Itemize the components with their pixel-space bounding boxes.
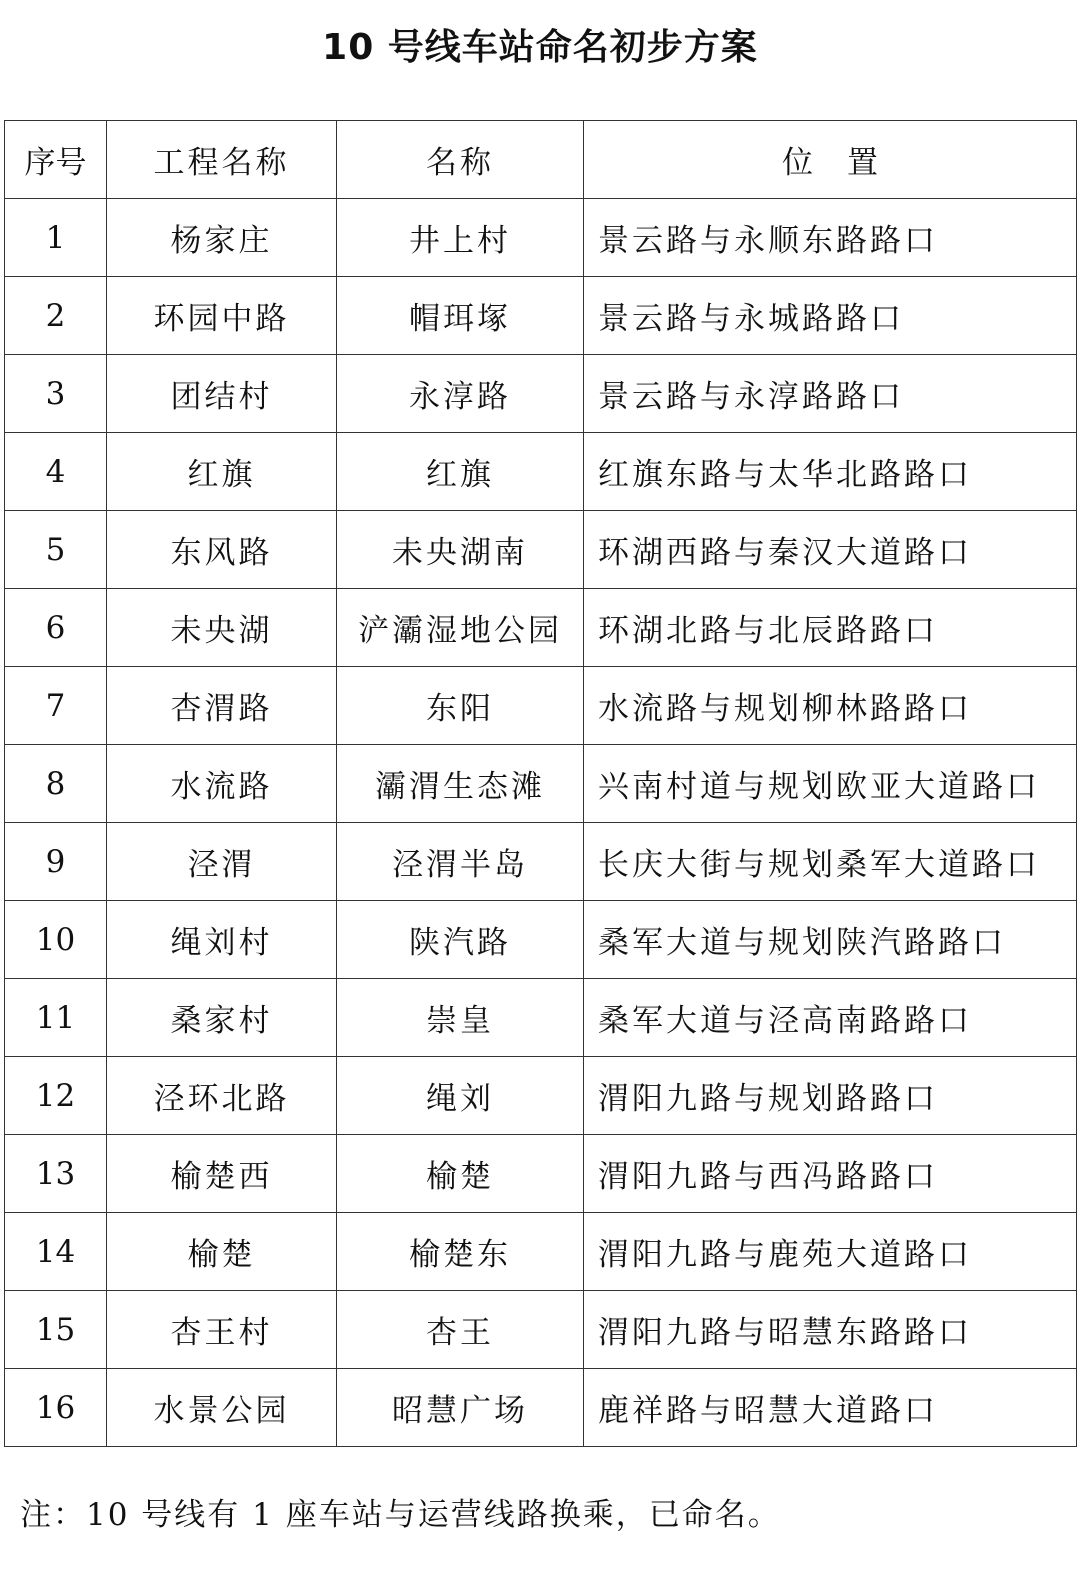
- cell-project-name: 水流路: [107, 745, 337, 823]
- cell-station-name: 井上村: [337, 199, 584, 277]
- cell-location: 桑军大道与泾高南路路口: [584, 979, 1077, 1057]
- cell-index: 13: [5, 1135, 107, 1213]
- cell-location: 红旗东路与太华北路路口: [584, 433, 1077, 511]
- cell-index: 15: [5, 1291, 107, 1369]
- table-row: [5, 355, 1077, 433]
- cell-station-name: 永淳路: [337, 355, 584, 433]
- cell-index: 2: [5, 277, 107, 355]
- table-header-row: [5, 121, 1077, 199]
- table-row: [5, 199, 1077, 277]
- cell-index: 4: [5, 433, 107, 511]
- cell-project-name: 东风路: [107, 511, 337, 589]
- cell-index: 14: [5, 1213, 107, 1291]
- cell-project-name: 桑家村: [107, 979, 337, 1057]
- header-index: 序号: [5, 121, 107, 199]
- cell-index: 5: [5, 511, 107, 589]
- cell-project-name: 环园中路: [107, 277, 337, 355]
- table-row: [5, 1135, 1077, 1213]
- cell-project-name: 泾环北路: [107, 1057, 337, 1135]
- table-row: [5, 1213, 1077, 1291]
- cell-location: 长庆大街与规划桑军大道路口: [584, 823, 1077, 901]
- table-row: [5, 589, 1077, 667]
- cell-project-name: 榆楚西: [107, 1135, 337, 1213]
- cell-project-name: 水景公园: [107, 1369, 337, 1447]
- table-row: [5, 979, 1077, 1057]
- cell-location: 兴南村道与规划欧亚大道路口: [584, 745, 1077, 823]
- cell-station-name: 红旗: [337, 433, 584, 511]
- footnote: 注：10 号线有 1 座车站与运营线路换乘，已命名。: [20, 1497, 781, 1533]
- cell-location: 鹿祥路与昭慧大道路口: [584, 1369, 1077, 1447]
- cell-project-name: 泾渭: [107, 823, 337, 901]
- cell-index: 6: [5, 589, 107, 667]
- cell-project-name: 团结村: [107, 355, 337, 433]
- cell-station-name: 灞渭生态滩: [337, 745, 584, 823]
- cell-project-name: 绳刘村: [107, 901, 337, 979]
- cell-station-name: 泾渭半岛: [337, 823, 584, 901]
- table-row: [5, 823, 1077, 901]
- table-row: [5, 1369, 1077, 1447]
- cell-location: 环湖西路与秦汉大道路口: [584, 511, 1077, 589]
- header-project-name: 工程名称: [107, 121, 337, 199]
- cell-project-name: 杏渭路: [107, 667, 337, 745]
- cell-index: 1: [5, 199, 107, 277]
- cell-location: 景云路与永城路路口: [584, 277, 1077, 355]
- table-row: [5, 1057, 1077, 1135]
- cell-location: 环湖北路与北辰路路口: [584, 589, 1077, 667]
- station-naming-table: [4, 120, 1077, 1447]
- header-location: [584, 121, 1077, 199]
- document-title: 10 号线车站命名初步方案: [322, 27, 758, 68]
- cell-location: 渭阳九路与规划路路口: [584, 1057, 1077, 1135]
- cell-location: 渭阳九路与鹿苑大道路口: [584, 1213, 1077, 1291]
- cell-project-name: 杏王村: [107, 1291, 337, 1369]
- table-row: [5, 1291, 1077, 1369]
- table-body: [5, 199, 1077, 1447]
- table-row: [5, 745, 1077, 823]
- cell-index: 9: [5, 823, 107, 901]
- cell-station-name: 绳刘: [337, 1057, 584, 1135]
- table-row: [5, 667, 1077, 745]
- cell-index: 7: [5, 667, 107, 745]
- cell-station-name: 昭慧广场: [337, 1369, 584, 1447]
- cell-station-name: 未央湖南: [337, 511, 584, 589]
- cell-station-name: 东阳: [337, 667, 584, 745]
- cell-project-name: 红旗: [107, 433, 337, 511]
- table-row: [5, 277, 1077, 355]
- table-row: [5, 433, 1077, 511]
- cell-location: 渭阳九路与西冯路路口: [584, 1135, 1077, 1213]
- cell-index: 10: [5, 901, 107, 979]
- cell-index: 11: [5, 979, 107, 1057]
- header-name: 名称: [337, 121, 584, 199]
- cell-station-name: 杏王: [337, 1291, 584, 1369]
- cell-station-name: 帽珥塚: [337, 277, 584, 355]
- table-row: [5, 511, 1077, 589]
- cell-station-name: 榆楚: [337, 1135, 584, 1213]
- cell-station-name: 浐灞湿地公园: [337, 589, 584, 667]
- cell-index: 8: [5, 745, 107, 823]
- cell-location: 景云路与永淳路路口: [584, 355, 1077, 433]
- cell-station-name: 陕汽路: [337, 901, 584, 979]
- cell-project-name: 杨家庄: [107, 199, 337, 277]
- header-location-part1: 位: [782, 145, 813, 181]
- cell-station-name: 榆楚东: [337, 1213, 584, 1291]
- cell-location: 景云路与永顺东路路口: [584, 199, 1077, 277]
- cell-location: 水流路与规划柳林路路口: [584, 667, 1077, 745]
- header-location-part2: 置: [847, 145, 878, 181]
- cell-station-name: 崇皇: [337, 979, 584, 1057]
- cell-location: 渭阳九路与昭慧东路路口: [584, 1291, 1077, 1369]
- cell-index: 12: [5, 1057, 107, 1135]
- cell-index: 3: [5, 355, 107, 433]
- cell-project-name: 未央湖: [107, 589, 337, 667]
- cell-index: 16: [5, 1369, 107, 1447]
- cell-project-name: 榆楚: [107, 1213, 337, 1291]
- table-row: [5, 901, 1077, 979]
- cell-location: 桑军大道与规划陕汽路路口: [584, 901, 1077, 979]
